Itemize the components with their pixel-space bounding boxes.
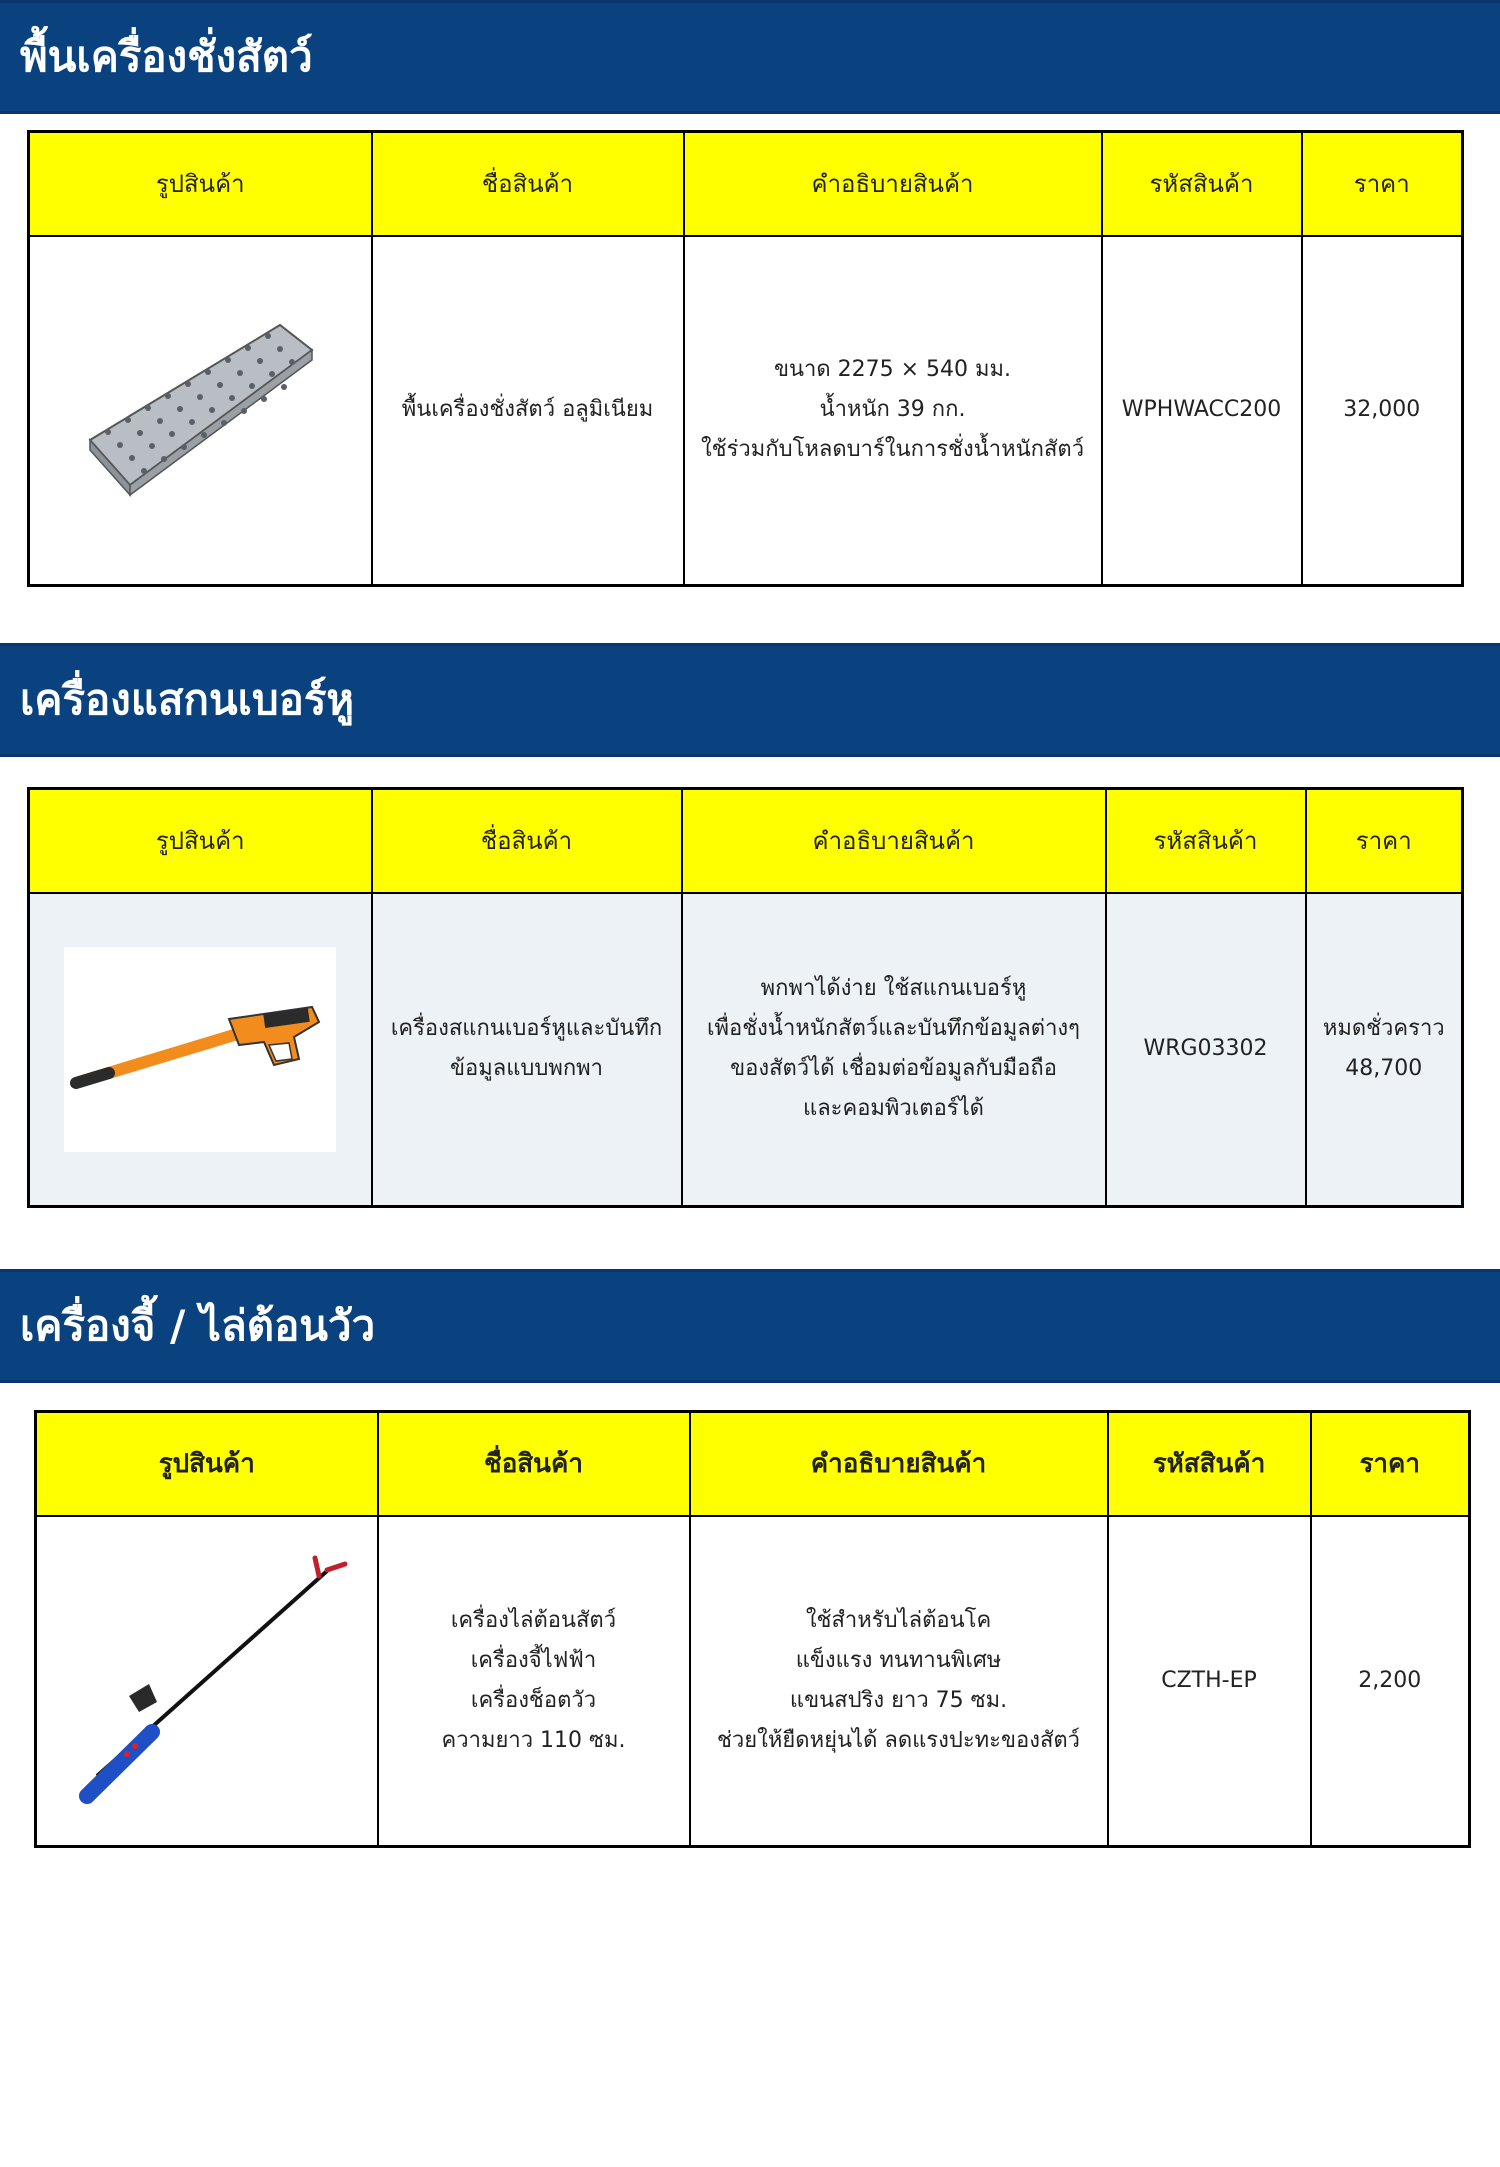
description-line: ใช้สำหรับไล่ต้อนโค — [805, 1607, 992, 1633]
product-name — [378, 1516, 690, 1846]
table-header-row — [36, 1412, 1470, 1517]
header-code: รหัสสินค้า — [1102, 132, 1302, 237]
product-name — [372, 893, 682, 1206]
product-table-weighing-platform — [27, 130, 1464, 587]
product-code: WPHWACC200 — [1102, 236, 1302, 585]
product-price — [1306, 893, 1463, 1206]
product-code: WRG03302 — [1106, 893, 1306, 1206]
name-line: เครื่องจี้ไฟฟ้า — [470, 1647, 597, 1673]
table-header-row — [29, 789, 1463, 894]
product-image-cell — [36, 1516, 378, 1846]
header-price: ราคา — [1311, 1412, 1470, 1517]
description-line: แขนสปริง ยาว 75 ซม. — [789, 1687, 1008, 1713]
product-description — [682, 893, 1106, 1206]
header-image: รูปสินค้า — [36, 1412, 378, 1517]
section-banner-ear-tag-scanner — [0, 643, 1500, 757]
header-name: ชื่อสินค้า — [378, 1412, 690, 1517]
section-banner-weighing-platform — [0, 0, 1500, 114]
name-line: เครื่องช็อตวัว — [470, 1687, 597, 1713]
description-line: เพื่อชั่งน้ำหนักสัตว์และบันทึกข้อมูลต่างๆ — [707, 1016, 1080, 1042]
product-price: 2,200 — [1311, 1516, 1470, 1846]
product-code: CZTH-EP — [1108, 1516, 1311, 1846]
ear-tag-scanner-image — [64, 947, 336, 1152]
section-title: เครื่องแสกนเบอร์หู — [20, 675, 355, 724]
product-price: 32,000 — [1302, 236, 1463, 585]
product-table-cattle-prod — [34, 1410, 1471, 1848]
table-header-row — [29, 132, 1463, 237]
section-banner-cattle-prod — [0, 1269, 1500, 1383]
table-row — [29, 893, 1463, 1206]
product-description — [690, 1516, 1108, 1846]
header-price: ราคา — [1306, 789, 1463, 894]
price-value: 48,700 — [1345, 1056, 1423, 1082]
stock-status: หมดชั่วคราว — [1322, 1016, 1445, 1042]
header-image: รูปสินค้า — [29, 789, 372, 894]
header-description: คำอธิบายสินค้า — [684, 132, 1102, 237]
product-image-cell — [29, 236, 372, 585]
section-title: พื้นเครื่องชั่งสัตว์ — [20, 32, 313, 81]
description-line: ขนาด 2275 × 540 มม. — [773, 357, 1012, 383]
aluminium-platform-image — [80, 310, 320, 510]
cattle-prod-image — [57, 1546, 357, 1816]
header-name: ชื่อสินค้า — [372, 789, 682, 894]
product-name: พื้นเครื่องชั่งสัตว์ อลูมิเนียม — [372, 236, 684, 585]
header-name: ชื่อสินค้า — [372, 132, 684, 237]
description-line: และคอมพิวเตอร์ได้ — [803, 1096, 984, 1122]
name-line: ความยาว 110 ซม. — [441, 1727, 626, 1753]
section-title: เครื่องจี้ / ไล่ต้อนวัว — [20, 1301, 376, 1350]
header-image: รูปสินค้า — [29, 132, 372, 237]
header-code: รหัสสินค้า — [1106, 789, 1306, 894]
description-line: ของสัตว์ได้ เชื่อมต่อข้อมูลกับมือถือ — [730, 1056, 1057, 1082]
description-line: พกพาได้ง่าย ใช้สแกนเบอร์หู — [760, 976, 1027, 1002]
description-line: ใช้ร่วมกับโหลดบาร์ในการชั่งน้ำหนักสัตว์ — [700, 437, 1085, 463]
description-line: ช่วยให้ยืดหยุ่นได้ ลดแรงปะทะของสัตว์ — [716, 1727, 1081, 1753]
header-price: ราคา — [1302, 132, 1463, 237]
product-description — [684, 236, 1102, 585]
description-line: น้ำหนัก 39 กก. — [819, 397, 966, 423]
header-description: คำอธิบายสินค้า — [690, 1412, 1108, 1517]
name-line: ข้อมูลแบบพกพา — [449, 1056, 604, 1082]
name-line: เครื่องไล่ต้อนสัตว์ — [450, 1607, 617, 1633]
table-row — [29, 236, 1463, 585]
header-description: คำอธิบายสินค้า — [682, 789, 1106, 894]
product-table-ear-tag-scanner — [27, 787, 1464, 1208]
product-image-cell — [29, 893, 372, 1206]
header-code: รหัสสินค้า — [1108, 1412, 1311, 1517]
table-row — [36, 1516, 1470, 1846]
description-line: แข็งแรง ทนทานพิเศษ — [795, 1647, 1002, 1673]
name-line: เครื่องสแกนเบอร์หูและบันทึก — [390, 1016, 663, 1042]
